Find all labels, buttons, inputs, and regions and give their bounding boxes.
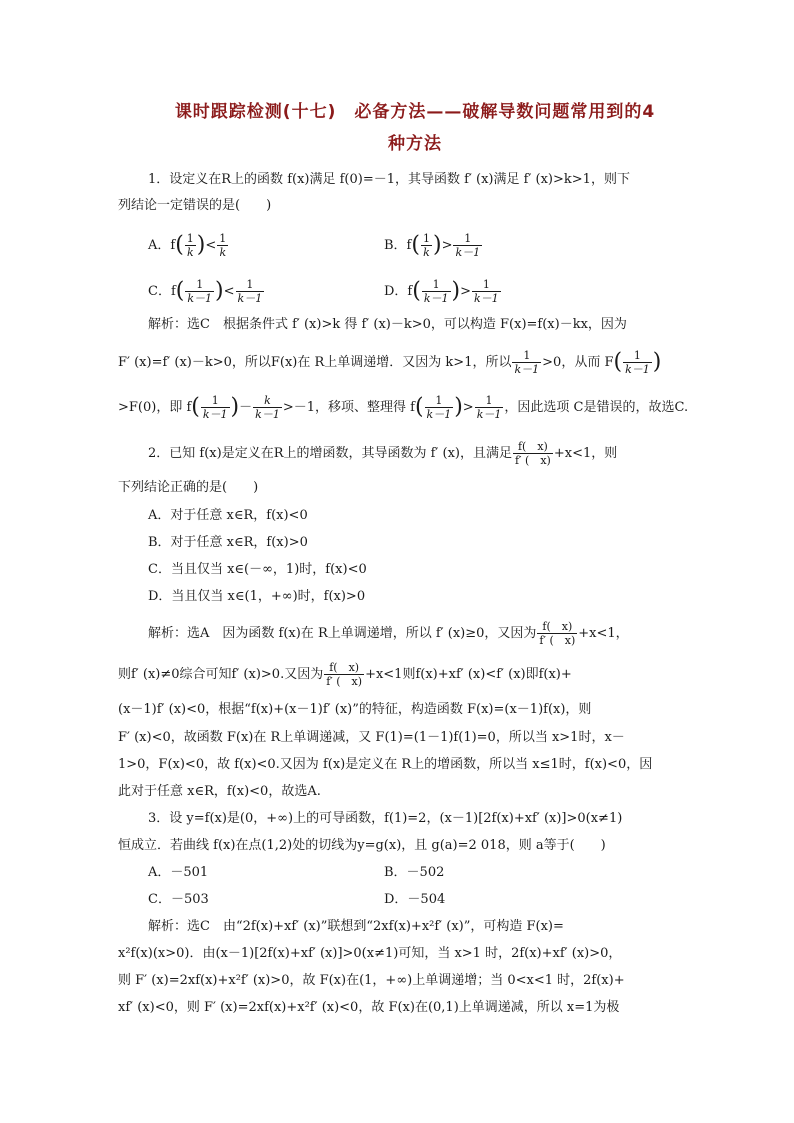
q3-option-a: A．－501: [148, 865, 209, 880]
q2-option-a: A．对于任意 x∈R，f(x)<0: [148, 508, 308, 523]
q2-option-c: C．当且仅当 x∈(－∞，1)时，f(x)<0: [148, 562, 367, 577]
q2-solution-6: 此对于任意 x∈R，f(x)<0，故选A.: [118, 784, 321, 799]
q3-stem-1: 3．设 y=f(x)是(0，+∞)上的可导函数，f(1)=2，(x－1)[2f(x)+xf′ (x)]>0(x≠1): [148, 811, 623, 826]
q2-solution-4: F′ (x)<0，故函数 F(x)在 R上单调递减，又 F(1)=(1－1)f(1)=0，所以当 x>1时，x－: [118, 730, 625, 745]
q2-option-d: D．当且仅当 x∈(1，+∞)时，f(x)>0: [148, 589, 366, 604]
q2-solution-3: (x－1)f′ (x)<0，根据“f(x)+(x－1)f′ (x)”的特征，构造函数 F(x)=(x－1)f(x)，则: [118, 702, 592, 717]
page-title-cont: 种方法: [388, 134, 442, 154]
q1-option-a: A．f( $\frac{1}{k}$ )< $\frac{1}{k}$: [148, 232, 227, 259]
q3-option-d: D．－504: [384, 892, 446, 907]
q1-option-b: B．f( $\frac{1}{k}$ )> $\frac{1}{k-1}$: [384, 232, 481, 259]
q2-stem-2: 下列结论正确的是( ): [118, 480, 259, 495]
q1-option-c: C．f( $\frac{1}{k-1}$ )< $\frac{1}{k-1}$: [148, 278, 263, 305]
q2-solution-2: 则f′ (x)≠0综合可知f′ (x)>0.又因为 $\frac{f( x)}{f' ( x)}$ +x<1则f(x)+xf′ (x)<f′ (x)即f(x)+: [118, 661, 572, 688]
q3-solution-3: 则 F′ (x)=2xf(x)+x²f′ (x)>0，故 F(x)在(1，+∞)上单调递增；当 0<x<1 时，2f(x)+: [118, 973, 625, 988]
q3-solution-4: xf′ (x)<0，则 F′ (x)=2xf(x)+x²f′ (x)<0，故 F(x)在(0,1)上单调递减，所以 x=1为极: [118, 1000, 620, 1015]
q1-stem-1: 1．设定义在R上的函数 f(x)满足 f(0)=－1，其导函数 f′ (x)满足 f′ (x)>k>1，则下: [148, 172, 630, 187]
q3-stem-2: 恒成立．若曲线 f(x)在点(1,2)处的切线为y=g(x)，且 g(a)=2 018，则 a等于( ): [118, 838, 606, 853]
page-title: 课时跟踪检测(十七) 必备方法——破解导数问题常用到的4: [174, 102, 656, 122]
q2-solution-1: 解析：选A 因为函数 f(x)在 R上单调递增，所以 f′ (x)≥0，又因为 $\frac{f( x)}{f' ( x)}$ +x<1，: [148, 620, 629, 647]
q1-solution-1: 解析：选C 根据条件式 f′ (x)>k 得 f′ (x)－k>0，可以构造 F(x)=f(x)－kx，因为: [148, 317, 627, 332]
q1-option-d: D．f( $\frac{1}{k-1}$ )> $\frac{1}{k-1}$: [384, 278, 499, 305]
q2-solution-5: 1>0，F(x)<0，故 f(x)<0.又因为 f(x)是定义在 R上的增函数，所以当 x≤1时，f(x)<0，因: [118, 757, 653, 772]
q1-stem-2: 列结论一定错误的是( ): [118, 198, 272, 213]
q3-option-b: B．－502: [384, 865, 445, 880]
q2-option-b: B．对于任意 x∈R，f(x)>0: [148, 535, 308, 550]
q1-solution-3: >F(0)，即 f( $\frac{1}{k-1}$ )－ $\frac{k}{k-1}$ >－1，移项、整理得 f( $\frac{1}{k-1}$ )> $\frac{1}{k-1}$ ，因此选项 C是错误的，故选C.: [118, 394, 689, 421]
q2-stem-1: 2．已知 f(x)是定义在R上的增函数，其导函数为 f′ (x)，且满足 $\frac{f( x)}{f' ( x)}$ +x<1，则: [148, 440, 618, 467]
q1-solution-2: F′ (x)=f′ (x)－k>0，所以F(x)在 R上单调递增．又因为 k>1，所以 $\frac{1}{k-1}$ >0，从而 F( $\frac{1}{k-1}$ ): [118, 349, 662, 376]
q3-option-c: C．－503: [148, 892, 209, 907]
q3-solution-1: 解析：选C 由“2f(x)+xf′ (x)”联想到“2xf(x)+x²f′ (x)”，可构造 F(x)=: [148, 919, 564, 934]
q3-solution-2: x²f(x)(x>0)．由(x－1)[2f(x)+xf′ (x)]>0(x≠1)可知，当 x>1 时，2f(x)+xf′ (x)>0，: [118, 946, 622, 961]
